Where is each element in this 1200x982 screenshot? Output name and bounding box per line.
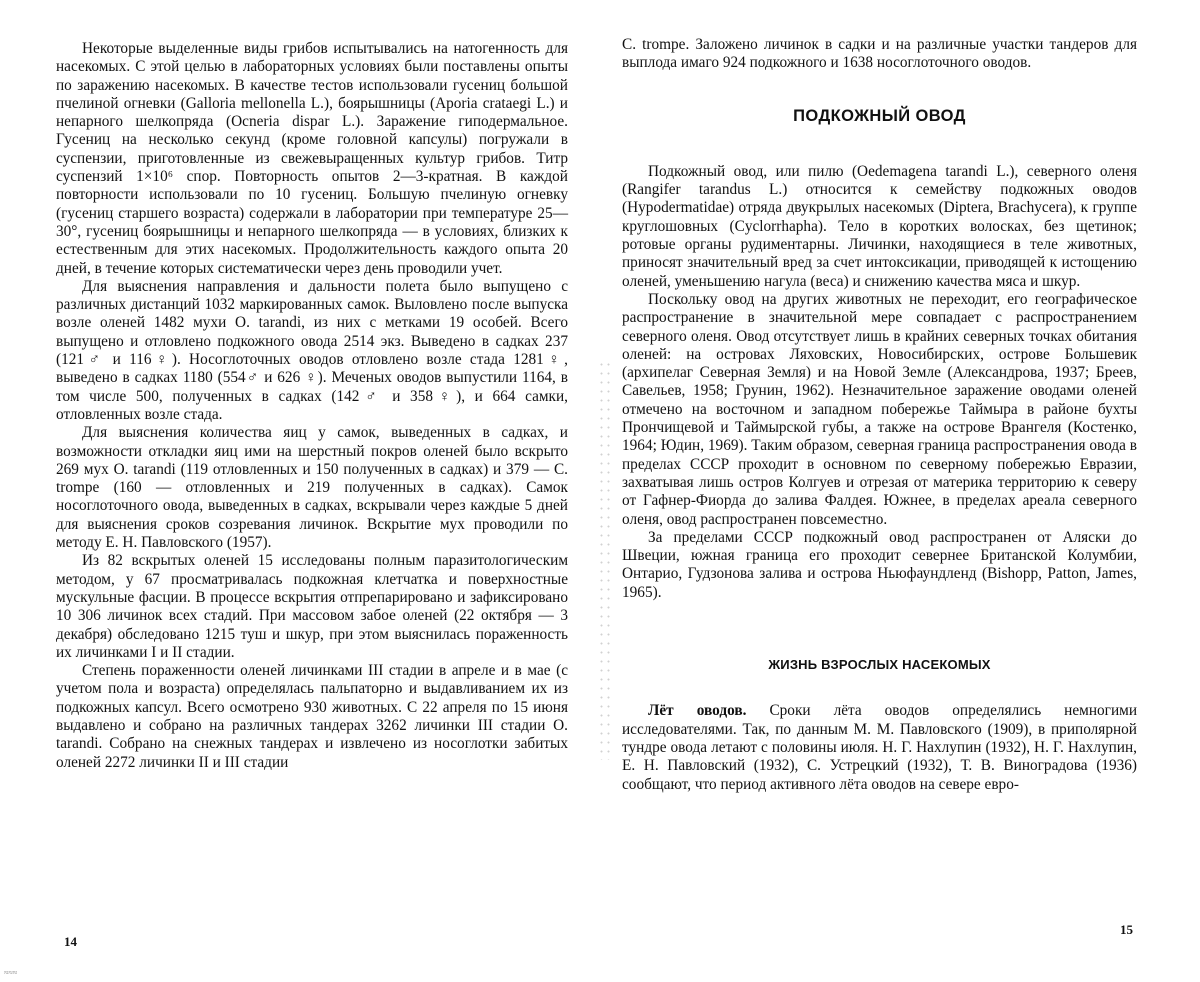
subsection-heading: ЖИЗНЬ ВЗРОСЛЫХ НАСЕКОМЫХ [768, 657, 991, 673]
paragraph-flight-marking: Для выяснения направления и дальности полета было выпущено с различных дистанций 1032 маркированных самок. Выловлено после выпуска возле оленей 1482 мухи O. tarandi, из них с метками 19 особей. Всего выпущено и отловлено подкожного овода 2514 экз. Выведено в садках 237 (121♂ и 116♀). Носоглоточных оводов отловлено возле стада 1281♀, выведено в садках 1180 (554♂ и 626 ♀). Меченых оводов выпустили 1164, в том числе 500, полученных в садках (142♂ и 358♀), и 664 самки, отловленных возле стада. [56, 277, 568, 423]
paragraph-flight-period [622, 702, 1137, 793]
right-text-column [622, 36, 1137, 794]
paragraph-lead-term: Лёт оводов. [648, 702, 747, 720]
paragraph-outside-ussr: За пределами СССР подкожный овод распространен от Аляски до Швеции, южная граница его проходит севернее Британской Колумбии, Онтарио, Гудзонова залива и острова Ньюфаундленд (Bishopp, Patton, James, 1965). [622, 528, 1137, 601]
paragraph-description: Подкожный овод, или пилю (Oedemagena tarandi L.), северного оленя (Rangifer tarandus L.) относится к семейству подкожных оводов (Hypodermatidae) отряда двукрылых насекомых (Diptera, Brachycera), к группе круглошовных (Cyclorrhapha). Тело в коротких волосках, без щетинок; ротовые органы рудиментарны. Личинки, находящиеся в теле животных, приносят значительный вред за счет интоксикации, приводящей к истощению оленей, уменьшению нагула (веса) и снижению качества мяса и шкур. [622, 162, 1137, 290]
right-page [600, 0, 1200, 982]
paragraph-flight-text: Сроки лёта оводов определялись немногими исследователями. Так, по данным М. М. Павловского (1909), в приполярной тундре овода летают с половины июля. Н. Г. Нахлупин (1932), Н. Г. Нахлупин, Е. Н. Павловский (1932), С. Устрецкий (1932), Т. В. Виноградова (1936) сообщают, что период активного лёта оводов на севере евро- [622, 702, 1138, 793]
section-heading: ПОДКОЖНЫЙ ОВОД [793, 106, 966, 125]
paragraph-distribution: Поскольку овод на других животных не переходит, его географическое распространение в значительной мере совпадает с распространением северного оленя. Овод отсутствует лишь в крайних северных точках обитания оленей: на островах Ляховских, Новосибирских, острове Большевик (архипелаг Северная Земля) и на Новой Земле (Александрова, 1937; Бреев, Савельев, 1958; Грунин, 1962). Незначительное заражение оводами оленей отмечено на восточном и западном побережье Таймыра в районе бухты Прончищевой и Таймырской губы, а также на острове Врангеля (Костенко, 1964; Юдин, 1969). Таким образом, северная граница распространения овода в пределах СССР проходит в основном по северному побережью Евразии, захватывая лишь остров Колгуев и отрезая от материка территорию к северу от Гафнер-Фиорда до залива Фалдея. Южнее, в пределах ареала северного оленя, овод распространен повсеместно. [622, 290, 1137, 528]
paragraph-infestation: Степень пораженности оленей личинками III стадии в апреле и в мае (с учетом пола и возраста) определялась пальпаторно и выдавливанием их из подкожных капсул. Всего осмотрено 930 животных. С 22 апреля по 15 июня выдавлено и собрано на различных тандерах 3262 личинки III стадии O. tarandi. Собрано на снежных тандерах и извлечено из носоглотки забитых оленей 2272 личинки II и III стадии [56, 662, 568, 771]
page-number-left: 14 [64, 934, 77, 949]
paragraph-dissection: Из 82 вскрытых оленей 15 исследованы полным паразитологическим методом, у 67 просматривалась подкожная клетчатка и поверхностные мускульные фасции. В процессе вскрытия отпрепарировано и зафиксировано 10 306 личинок всех стадий. При массовом забое оленей (22 октября — 3 декабря) обследовано 1215 туш и шкур, при этом выяснилась пораженность их личинками I и II стадии. [56, 552, 568, 661]
left-text-column [56, 40, 568, 772]
scan-corner-mark: ≈≈≈ [4, 968, 18, 977]
paragraph-egg-count: Для выяснения количества яиц у самок, выведенных в садках, и возможности откладки яиц ими на шерстный покров оленей было вскрыто 269 мух O. tarandi (119 отловленных и 150 полученных в садках) и 379 — C. trompe (160 — отловленных и 219 полученных в садках). Самок носоглоточного овода, выведенных в садках, вскрывали через каждые 5 дней для выяснения сроков созревания личинок. Вскрытие мух проводили по методу Е. Н. Павловского (1957). [56, 424, 568, 552]
scan-gutter-noise [598, 360, 612, 760]
paragraph-fungi-tests: Некоторые выделенные виды грибов испытывались на натогенность для насекомых. С этой целью в лабораторных условиях были поставлены опыты по заражению насекомых. В качестве тестов использовали гусениц большой пчелиной огневки (Galloria mellonella L.), боярышницы (Aporia crataegi L.) и непарного шелкопряда (Ocneria dispar L.). Заражение гиподермальное. Гусениц на несколько секунд (кроме головной капсулы) погружали в суспензии, приготовленные из свежевыращенных культур грибов. Титр суспензий 1×10⁶ спор. Повторность опытов 2—3-кратная. В каждой повторности использовали по 10 гусениц. Большую пчелиную огневку (гусениц старшего возраста) содержали в лаборатории при температуре 25—30°, гусениц боярышницы и непарного шелкопряда — в условиях, близких к естественным для этих насекомых. Продолжительность каждого опыта 20 дней, в течение которых систематически через день проводили учет. [56, 40, 568, 277]
page-number-right: 15 [1120, 922, 1133, 937]
paragraph-intro: C. trompe. Заложено личинок в садки и на различные участки тандеров для выплода имаго 924 подкожного и 1638 носоглоточного оводов. [622, 36, 1137, 72]
